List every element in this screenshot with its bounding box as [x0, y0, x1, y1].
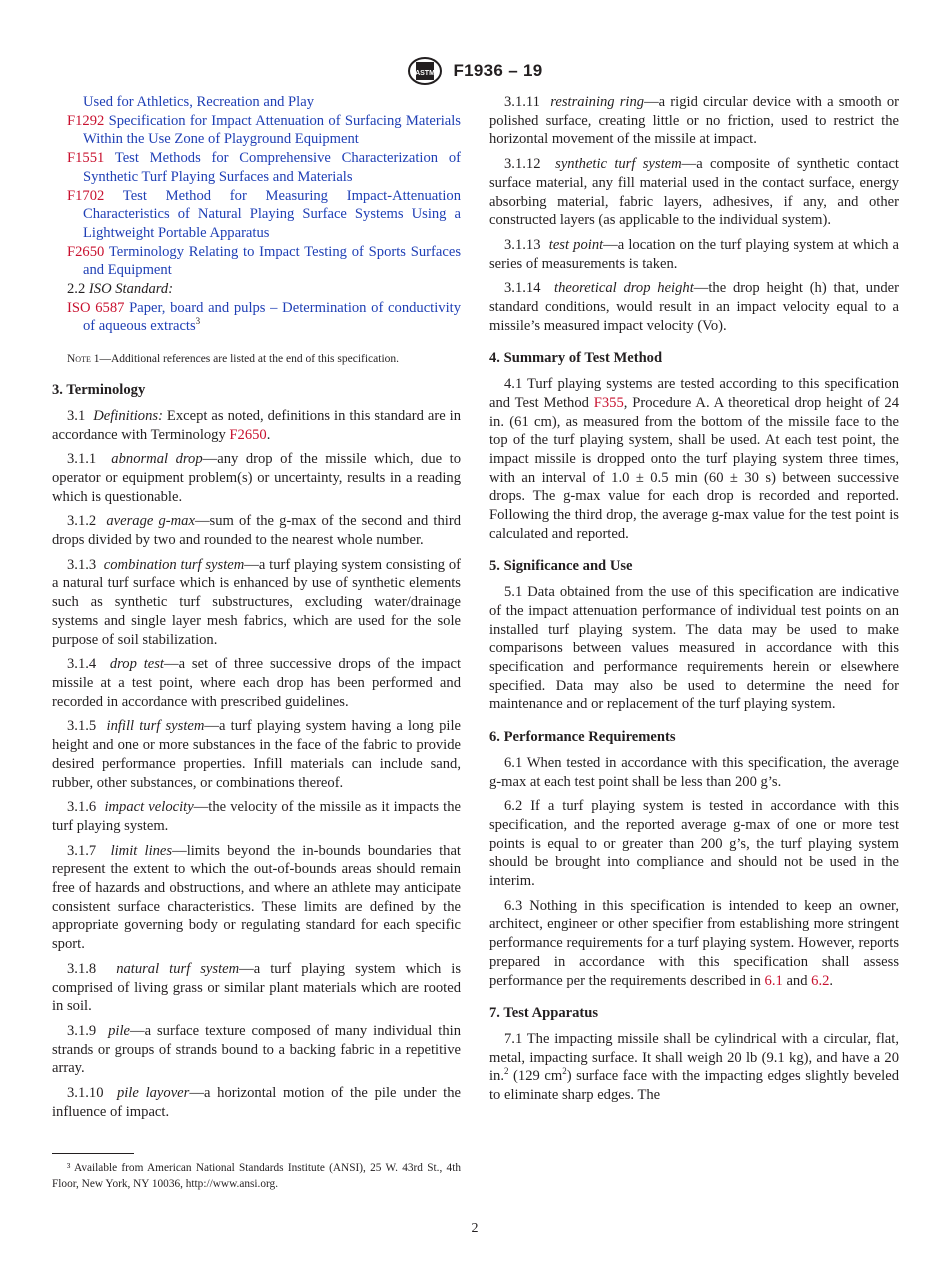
paragraph-4-1: 4.1 Turf playing systems are tested according to this specification and Test Method F355, Procedure A. A theoretical drop height of 24 in. (61 cm), as measured from the bottom of the missile face to the top of the turf playing system, shall be used. At each test point, the impact missile is dropped onto the turf playing system three times, with an interval of 1.0 ± 0.5 min (60 ± 30 s) between successive drops. The g-max value for each drop is recorded and reported. Following the third drop, the average g-max value for the test point is calculated and reported. — [489, 376, 899, 542]
definition-3-1-12: 3.1.12 synthetic turf system—a composite of synthetic contact surface material, any fill material used in the contact surface, energy absorbing material, fabric layers, adhesives, if any, and other constructed layers (as applicable to the individual system). — [489, 156, 899, 229]
definition-3-1-9: 3.1.9 pile—a surface texture composed of many individual thin strands or groups of strands bound to a backing fabric in a repetitive array. — [52, 1022, 461, 1077]
iso-standard-heading: 2.2 ISO Standard: — [67, 281, 174, 298]
definition-3-1-7: 3.1.7 limit lines—limits beyond the in-bounds boundaries that represent the extent to which the out-of-bounds areas should remain free of hazards and obstructions, and where an athlete may anticipate consistent surface characteristics. These limits are defined by the appropriate governing body or regulating standard for each specific sport. — [52, 842, 461, 953]
link-6-1[interactable]: 6.1 — [764, 972, 783, 989]
definition-3-1-10: 3.1.10 pile layover—a horizontal motion of the pile under the influence of impact. — [52, 1085, 461, 1120]
reference-item: F1551 Test Methods for Comprehensive Characterization of Synthetic Turf Playing Surfaces and Materials — [67, 150, 461, 185]
section-7-title: 7. Test Apparatus — [489, 1005, 599, 1022]
section-6-title: 6. Performance Requirements — [489, 729, 676, 746]
footnote-rule — [52, 1153, 134, 1154]
link-6-2[interactable]: 6.2 — [811, 972, 830, 989]
reference-continuation: Used for Athletics, Recreation and Play — [83, 94, 315, 110]
definition-3-1-6: 3.1.6 impact velocity—the velocity of the missile as it impacts the turf playing system. — [52, 799, 461, 834]
definition-3-1-4: 3.1.4 drop test—a set of three successive drops of the impact missile at a test point, where each drop has been performed and recorded in accordance with prescribed guidelines. — [52, 656, 461, 710]
definition-3-1-3: 3.1.3 combination turf system—a turf playing system consisting of a natural turf surface which is enhanced by use of synthetic elements such as synthetic turf substructures, excluding water/drainage systems and single layer mesh fabrics, which are used for the sole purpose of soil stabilization. — [52, 556, 462, 648]
definition-3-1-5: 3.1.5 infill turf system—a turf playing system having a long pile height and one or more substances in the face of the fabric to provide desired performance properties. Infill materials can include sand, rubber, other substances, or combinations thereof. — [52, 718, 462, 791]
reference-item: F1292 Specification for Impact Attenuation of Surfacing Materials Within the Use Zone of Playground Equipment — [67, 112, 461, 148]
document-id: F1936 – 19 — [453, 61, 543, 80]
page-number: 2 — [471, 1221, 479, 1236]
section-4-title: 4. Summary of Test Method — [489, 350, 663, 367]
svg-text:ASTM: ASTM — [415, 70, 436, 77]
footnote-3: ³ Available from American National Standards Institute (ANSI), 25 W. 43rd St., 4th Floor, New York, NY 10036, http://www.ansi.org. — [52, 1162, 461, 1190]
right-definitions — [489, 93, 899, 335]
definition-3-1-14: 3.1.14 theoretical drop height—the drop height (h) that, under standard conditions, would result in an impact velocity equal to a missile’s measured impact velocity (Vo). — [489, 280, 900, 334]
definition-3-1-1: 3.1.1 abnormal drop—any drop of the missile which, due to operator or equipment problem(s) or uncertainty, results in a reading which is questionable. — [52, 451, 462, 505]
section-3-title: 3. Terminology — [52, 382, 146, 399]
paragraph-6-2: 6.2 If a turf playing system is tested in accordance with this specification, and the reported average g-max of one or more test points is equal to or greater than 200 g’s, the turf playing system should be brought into compliance and should not be used in the interim. — [489, 798, 899, 890]
paragraph-5-1: 5.1 Data obtained from the use of this specification are indicative of the impact attenuation performance of individual test points on an installed turf playing system. The data may be used to make comparisons between values measured in accordance with this specification and performance requirements herein or elsewhere specified. Data may also be used to determine the need for maintenance and or replacement of the turf playing system. — [489, 584, 899, 713]
right-column — [489, 93, 899, 1111]
definition-3-1-2: 3.1.2 average g-max—sum of the g-max of the second and third drops divided by two and rounded to the nearest whole number. — [52, 513, 461, 549]
paragraph-3-1: 3.1 Definitions: Except as noted, definitions in this standard are in accordance with Terminology F2650. — [52, 407, 462, 443]
section-5-title: 5. Significance and Use — [489, 558, 633, 575]
reference-item: ISO 6587 Paper, board and pulps – Determination of conductivity of aqueous extracts$^3$ — [67, 299, 461, 335]
definition-3-1-11: 3.1.11 restraining ring—a rigid circular device with a smooth or polished surface, creating little or no friction, used to restrict the horizontal movement of the missile at impact. — [489, 94, 899, 148]
definition-3-1-13: 3.1.13 test point—a location on the turf playing system at which a series of measurements is taken. — [489, 236, 899, 272]
reference-item: F2650 Terminology Relating to Impact Testing of Sports Surfaces and Equipment — [67, 243, 462, 279]
link-f355[interactable]: F355 — [593, 394, 624, 411]
paragraph-6-1: 6.1 When tested in accordance with this specification, the average g-max at each test point shall be less than 200 g’s. — [489, 754, 899, 790]
left-column — [52, 93, 461, 1127]
left-definitions — [52, 450, 461, 1121]
astm-logo-icon — [407, 56, 443, 86]
definition-3-1-8: 3.1.8 natural turf system—a turf playing system which is comprised of living grass or similar plant materials which are rooted in soil. — [52, 960, 461, 1015]
paragraph-7-1: 7.1 The impacting missile shall be cylindrical with a circular, flat, metal, impacting surface. It shall weigh 20 lb (9.1 kg), and have a 20 in.$^2$ (129 $cm^2$) surface face with the impacting edges slightly beveled to eliminate sharp edges. The — [489, 1030, 899, 1104]
note-1: Note 1—Additional references are listed at the end of this specification. — [67, 353, 400, 366]
page-header — [0, 56, 950, 86]
paragraph-6-3: 6.3 Nothing in this specification is intended to keep an owner, architect, engineer or other specifier from establishing more stringent performance requirements for a turf playing system. However, reports prepared in accordance with this specification shall assess performance per the requirements described in 6.1 and 6.2. — [489, 897, 899, 989]
reference-item: F1702 Test Method for Measuring Impact-Attenuation Characteristics of Natural Playing Surface Systems Using a Lightweight Portable Apparatus — [67, 187, 461, 241]
link-f2650[interactable]: F2650 — [229, 426, 267, 443]
